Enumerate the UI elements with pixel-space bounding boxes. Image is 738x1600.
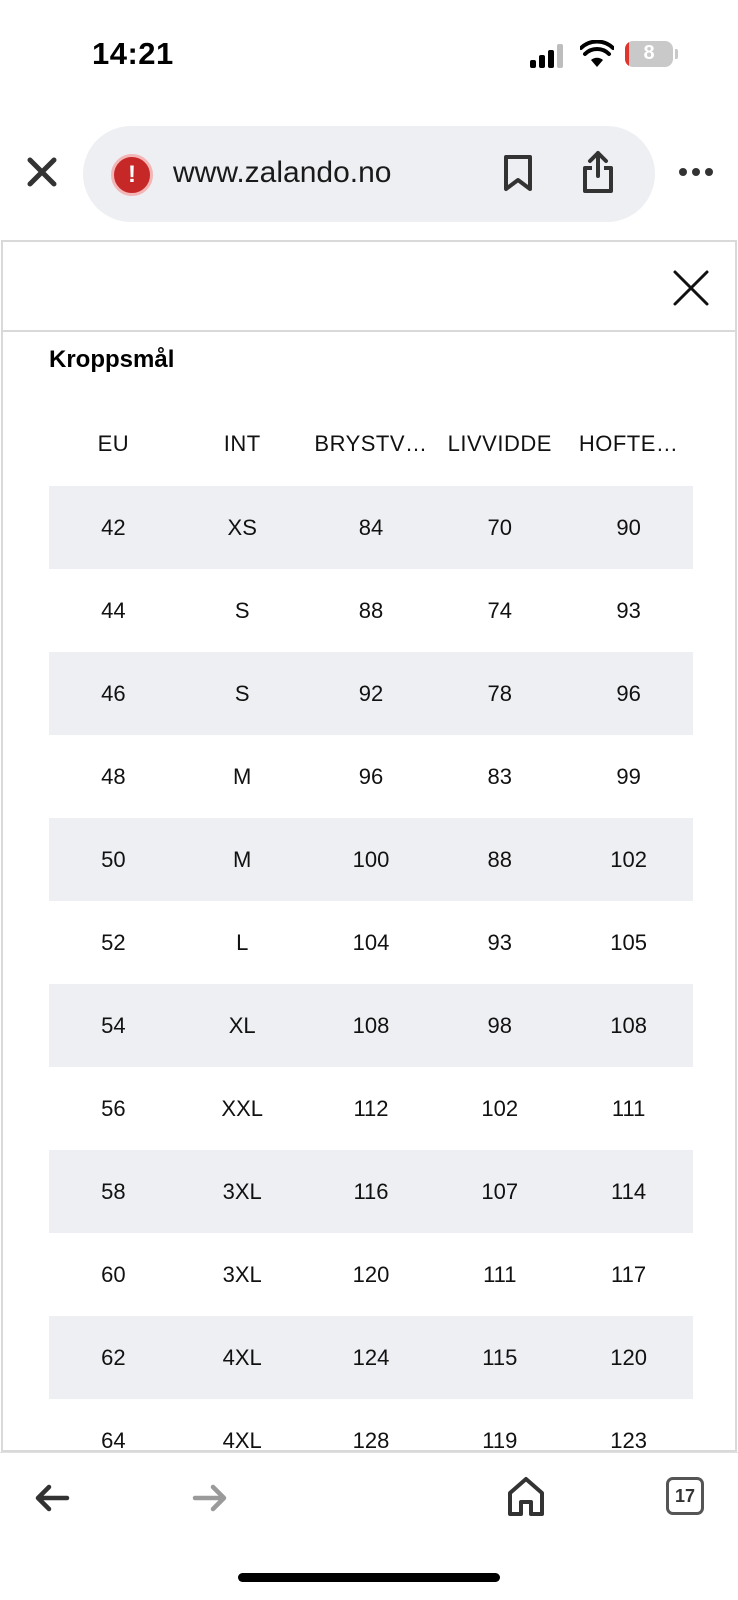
table-cell: L bbox=[236, 929, 249, 955]
table-row bbox=[49, 652, 693, 735]
status-bar bbox=[0, 0, 738, 100]
table-cell: 50 bbox=[49, 818, 178, 901]
table-cell: 64 bbox=[101, 1427, 126, 1452]
modal-header bbox=[3, 242, 735, 332]
status-time: 14:21 bbox=[92, 36, 174, 71]
table-cell: 62 bbox=[49, 1316, 178, 1399]
size-chart-modal bbox=[1, 240, 737, 1452]
table-cell: 78 bbox=[435, 652, 564, 735]
column-header-hip: HOFTE… bbox=[578, 431, 679, 456]
table-cell: 70 bbox=[435, 486, 564, 569]
table-cell: 117 bbox=[611, 1261, 647, 1287]
column-header-waist: LIVVIDDE bbox=[447, 431, 552, 456]
table-cell: 102 bbox=[564, 818, 693, 901]
column-header-int: INT bbox=[223, 431, 261, 456]
home-indicator bbox=[238, 1573, 500, 1582]
table-row bbox=[49, 1067, 693, 1150]
battery-icon bbox=[625, 41, 673, 67]
table-cell: 108 bbox=[564, 984, 693, 1067]
section-title: Kroppsmål bbox=[49, 346, 175, 373]
url-field[interactable] bbox=[83, 126, 655, 222]
table-cell: 98 bbox=[435, 984, 564, 1067]
table-cell: 52 bbox=[101, 929, 126, 955]
table-cell: 102 bbox=[481, 1095, 519, 1121]
tabs-icon[interactable]: 17 bbox=[666, 1477, 704, 1515]
table-row bbox=[49, 1150, 693, 1233]
table-cell: 3XL bbox=[178, 1150, 307, 1233]
share-icon[interactable] bbox=[581, 150, 615, 194]
size-table bbox=[49, 402, 693, 1452]
table-cell: 54 bbox=[49, 984, 178, 1067]
table-cell: 108 bbox=[307, 984, 436, 1067]
table-cell: 93 bbox=[616, 597, 641, 623]
url-text[interactable]: www.zalando.no bbox=[173, 156, 392, 189]
table-cell: 96 bbox=[564, 652, 693, 735]
table-cell: 4XL bbox=[178, 1316, 307, 1399]
table-cell: 93 bbox=[487, 929, 513, 955]
table-cell: 88 bbox=[358, 597, 384, 623]
table-cell: 123 bbox=[610, 1427, 647, 1452]
arrow-right-icon[interactable] bbox=[192, 1483, 228, 1513]
battery-cap bbox=[675, 49, 678, 59]
table-cell: 104 bbox=[352, 929, 390, 955]
table-cell: 58 bbox=[49, 1150, 178, 1233]
table-row bbox=[49, 735, 693, 818]
bookmark-icon[interactable] bbox=[503, 154, 533, 192]
table-row bbox=[49, 818, 693, 901]
table-cell: 115 bbox=[435, 1316, 564, 1399]
table-cell: 44 bbox=[101, 597, 126, 623]
table-cell: 46 bbox=[49, 652, 178, 735]
cellular-signal-icon bbox=[530, 44, 564, 68]
table-cell: 120 bbox=[564, 1316, 693, 1399]
table-cell: M bbox=[233, 763, 252, 789]
table-row bbox=[49, 984, 693, 1067]
table-cell: 99 bbox=[616, 763, 641, 789]
table-row bbox=[49, 901, 693, 984]
table-cell: 119 bbox=[482, 1427, 518, 1452]
table-cell: 4XL bbox=[222, 1427, 262, 1452]
arrow-left-icon[interactable] bbox=[34, 1483, 70, 1513]
table-header-row bbox=[49, 402, 693, 486]
table-cell: 74 bbox=[487, 597, 513, 623]
table-cell: 114 bbox=[564, 1150, 693, 1233]
table-cell: 83 bbox=[487, 763, 513, 789]
table-cell: S bbox=[234, 597, 250, 623]
table-cell: 88 bbox=[435, 818, 564, 901]
table-cell: 120 bbox=[352, 1261, 390, 1287]
table-cell: 124 bbox=[307, 1316, 436, 1399]
battery-level: 8 bbox=[643, 42, 655, 64]
table-cell: 128 bbox=[352, 1427, 390, 1452]
wifi-icon bbox=[580, 40, 614, 68]
table-cell: 90 bbox=[564, 486, 693, 569]
table-cell: 96 bbox=[358, 763, 384, 789]
table-row bbox=[49, 1233, 693, 1316]
table-cell: 107 bbox=[435, 1150, 564, 1233]
table-cell: 3XL bbox=[222, 1261, 262, 1287]
table-cell: 100 bbox=[307, 818, 436, 901]
table-cell: 48 bbox=[101, 763, 126, 789]
table-cell: 111 bbox=[483, 1261, 517, 1287]
table-row bbox=[49, 1399, 693, 1452]
table-row bbox=[49, 486, 693, 569]
table-cell: XXL bbox=[221, 1095, 263, 1121]
table-cell: M bbox=[178, 818, 307, 901]
home-icon[interactable] bbox=[506, 1475, 546, 1517]
table-row bbox=[49, 569, 693, 652]
table-cell: 92 bbox=[307, 652, 436, 735]
table-cell: XL bbox=[178, 984, 307, 1067]
column-header-eu: EU bbox=[97, 431, 130, 456]
column-header-chest: BRYSTV… bbox=[314, 431, 428, 456]
table-cell: 111 bbox=[611, 1095, 646, 1121]
table-cell: 116 bbox=[307, 1150, 436, 1233]
table-row bbox=[49, 1316, 693, 1399]
table-cell: 84 bbox=[307, 486, 436, 569]
table-cell: XS bbox=[178, 486, 307, 569]
alert-icon[interactable]: ! bbox=[111, 154, 153, 196]
browser-address-bar bbox=[0, 124, 738, 224]
table-cell: 60 bbox=[101, 1261, 126, 1287]
close-icon[interactable] bbox=[671, 268, 711, 308]
table-cell: 42 bbox=[49, 486, 178, 569]
bottom-toolbar bbox=[0, 1452, 738, 1600]
table-cell: 112 bbox=[353, 1095, 389, 1121]
close-icon[interactable] bbox=[22, 152, 62, 192]
table-cell: 56 bbox=[101, 1095, 126, 1121]
table-cell: 105 bbox=[610, 929, 647, 955]
more-icon[interactable] bbox=[678, 166, 714, 178]
table-cell: S bbox=[178, 652, 307, 735]
